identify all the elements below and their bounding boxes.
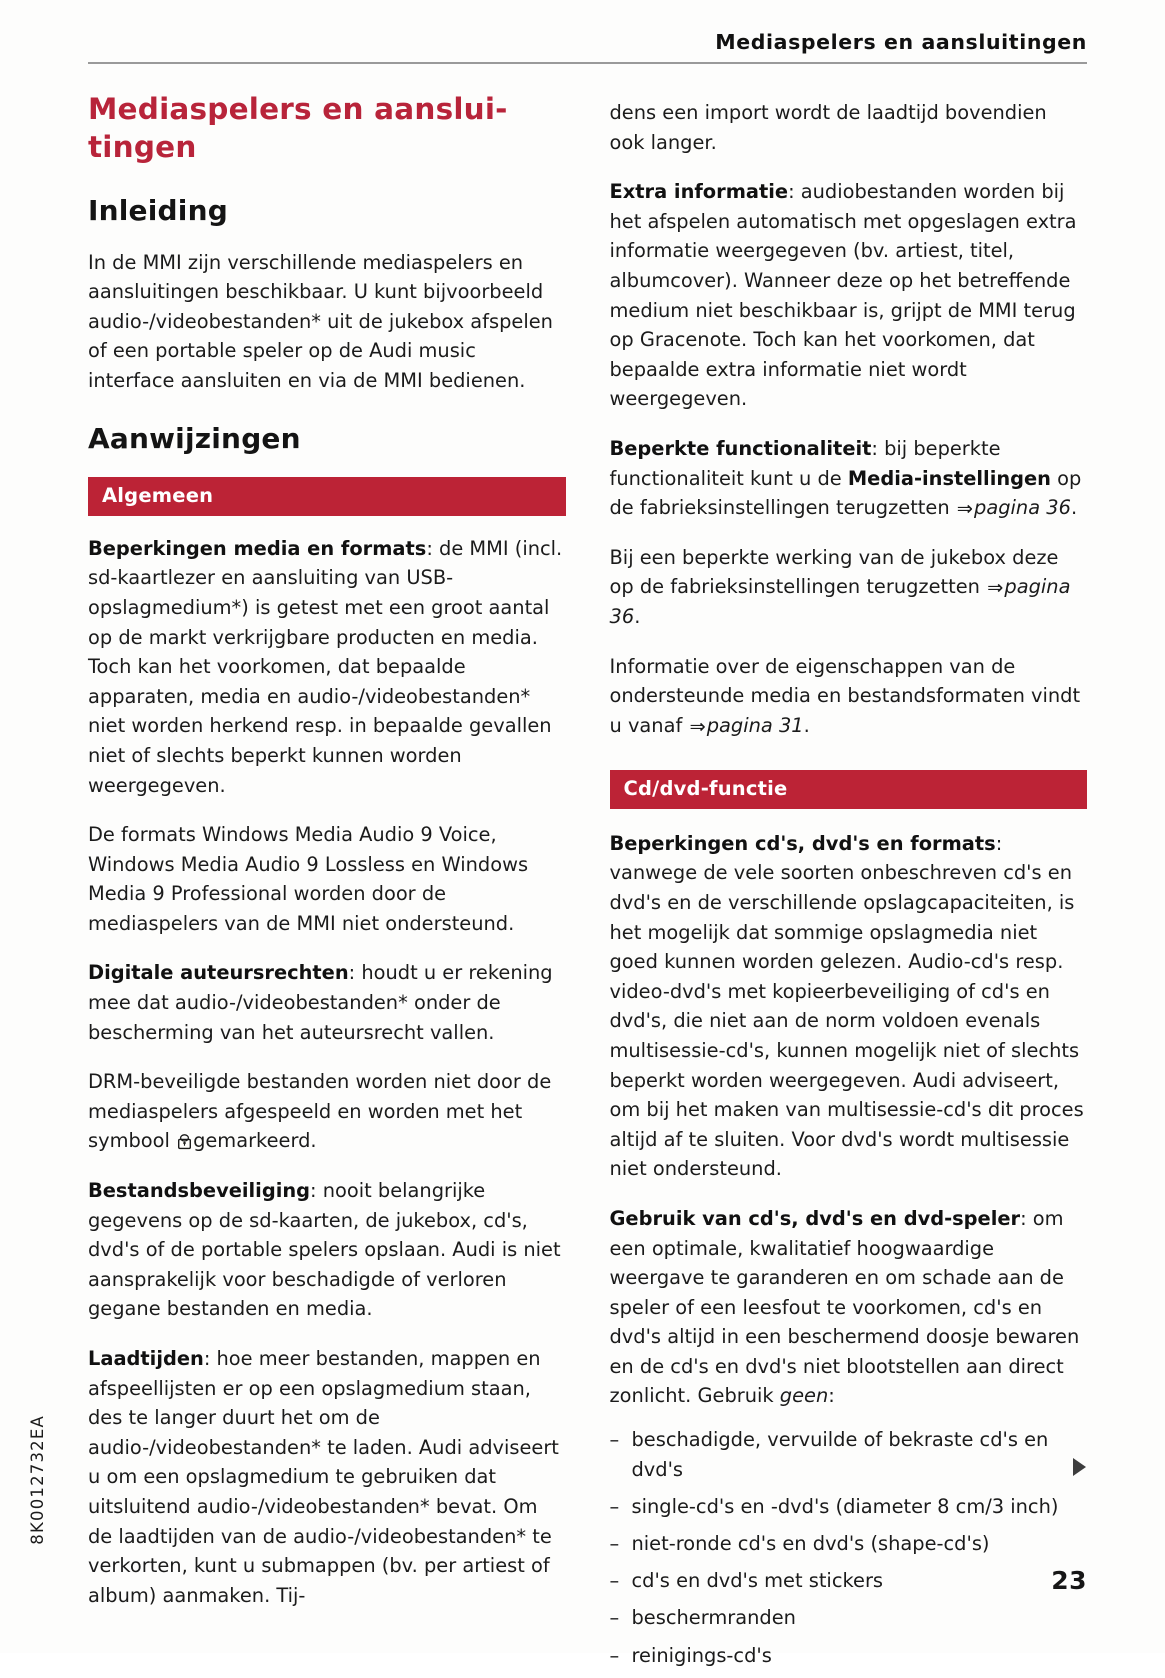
list-item (610, 1529, 1088, 1559)
list-item-label: reinigings-cd's (631, 1643, 772, 1667)
list-item-label: beschadigde, vervuilde of bekraste cd's en dvd's (631, 1428, 1049, 1482)
paragraph-lead-label: Beperkingen cd's, dvd's en formats (609, 831, 996, 855)
band-heading-algemeen: Algemeen (88, 477, 566, 516)
list-dash: – (609, 1569, 620, 1593)
paragraph-beperkingen-media (88, 534, 566, 800)
paragraph-text: : de MMI (incl. sd-kaartlezer en aansluiting van USB-opslagmedium*) is getest met een groot aantal op de markt verkrijgbare producten en media. Toch kan het voorkomen, dat bepaalde apparaten, media en audio-/videobestanden* niet worden herkend resp. in bepaalde gevallen niet of slechts beperkt kunnen worden weergegeven. (88, 536, 563, 797)
page-number: 23 (1051, 1566, 1087, 1595)
inline-bold-media-instellingen: Media-instellingen (847, 466, 1051, 490)
padlock-icon (178, 1128, 191, 1143)
list-item (610, 1492, 1088, 1522)
page-reference-arrow-icon: ⇒ (689, 714, 706, 738)
paragraph-text: : audiobestanden worden bij het afspelen automatisch met opgeslagen extra informatie weergegeven (bv. artiest, titel, albumcover). Wanneer deze op het betreffende medium niet beschikbaar is, grijpt de MMI terug op Gracenote. Toch kan het voorkomen, dat bepaalde extra informatie niet wordt weergegeven. (609, 180, 1077, 411)
list-dash: – (609, 1606, 620, 1630)
paragraph-lead-label: Beperkte functionaliteit (609, 436, 872, 460)
list-item (610, 1641, 1088, 1671)
list-item-label: beschermranden (631, 1606, 796, 1630)
list-dash: – (609, 1532, 620, 1556)
paragraph-lead-label: Gebruik van cd's, dvd's en dvd-speler (609, 1206, 1021, 1230)
paragraph-text: Informatie over de eigenschappen van de ondersteunde media en bestandsformaten vindt u vanaf (609, 654, 1081, 737)
page-reference-arrow-icon: ⇒ (956, 497, 974, 521)
continuation-triangle-icon (1073, 1458, 1086, 1476)
paragraph-lead-label: Extra informatie (609, 180, 789, 204)
paragraph-laadtijden (88, 1344, 566, 1610)
paragraph-auteursrechten (88, 958, 566, 1047)
paragraph-text: : (828, 1384, 835, 1408)
paragraph-text: : houdt u er rekening mee dat audio-/videobestanden* onder de bescherming van het auteursrecht vallen. (88, 961, 553, 1044)
paragraph-text: : bij beperkte functionaliteit kunt u de (609, 436, 1001, 490)
list-item (610, 1603, 1088, 1633)
list-dash: – (609, 1428, 620, 1452)
paragraph-text: : vanwege de vele soorten onbeschreven cd's en dvd's en de verschillende opslagcapaciteiten, is het mogelijk dat sommige opslagmedia niet goed kunnen worden gelezen. Audio-cd's resp. video-dvd's met kopieerbeveiliging of cd's en dvd's, die niet aan de norm voldoen evenals multisessie-cd's, kunnen mogelijk niet of slechts beperkt worden weergegeven. Audi adviseert, om bij het maken van multisessie-cd's dit proces altijd af te sluiten. Voor dvd's wordt multisessie niet ondersteund. (609, 831, 1084, 1181)
paragraph-text-tail: gemarkeerd. (193, 1129, 317, 1153)
page-reference-arrow-icon: ⇒ (987, 576, 1004, 600)
paragraph-lead-label: Beperkingen media en formats (88, 536, 427, 560)
paragraph-bestandsbeveiliging (88, 1176, 566, 1324)
two-column-body (88, 82, 1087, 1678)
right-column (610, 82, 1088, 1678)
paragraph-gebruik-cd-dvd (610, 1204, 1088, 1411)
document-part-code: 8K0012732EA (28, 1415, 47, 1545)
band-heading-cd-dvd-functie: Cd/dvd-functie (610, 770, 1088, 809)
paragraph-text: : nooit belangrijke gegevens op de sd-kaarten, de jukebox, cd's, dvd's of de portable spelers opslaan. Audi is niet aansprakelijk voor beschadigde of verloren gegane bestanden en media. (88, 1179, 561, 1321)
list-item-label: cd's en dvd's met stickers (631, 1569, 884, 1593)
paragraph-text: . (634, 604, 641, 628)
list-dash: – (609, 1643, 620, 1667)
left-column (88, 82, 566, 1678)
paragraph-text: . (1070, 496, 1078, 520)
paragraph-extra-informatie (610, 177, 1088, 414)
running-header-title: Mediaspelers en aansluitingen (715, 30, 1087, 54)
list-item-label: niet-ronde cd's en dvd's (shape-cd's) (631, 1532, 990, 1556)
paragraph-drm (88, 1067, 566, 1156)
inline-italic-geen: geen (779, 1384, 829, 1408)
page-reference-link[interactable]: pagina 36 (609, 575, 1071, 628)
paragraph-text: op de fabrieksinstellingen terugzetten (609, 466, 1082, 520)
paragraph-beperkingen-cd-dvd (610, 829, 1088, 1184)
paragraph-inleiding: In de MMI zijn verschillende mediaspelers en aansluitingen beschikbaar. U kunt bijvoorbeeld audio-/videobestanden* uit de jukebox afspelen of een portable speler op de Audi music interface aansluiten en via de MMI bedienen. (88, 250, 553, 393)
list-item-label: single-cd's en -dvd's (diameter 8 cm/3 inch) (631, 1495, 1059, 1519)
list-dash: – (609, 1495, 620, 1519)
paragraph-jukebox-reset (610, 543, 1088, 632)
chapter-title: Mediaspelers en aansluitingen (88, 92, 508, 165)
list-item (610, 1566, 1088, 1596)
page-reference-link[interactable]: pagina 31 (706, 713, 804, 737)
paragraph-text: . (803, 713, 810, 737)
paragraph-text: Bij een beperkte werking van de jukebox deze op de fabrieksinstellingen terugzetten (609, 545, 1059, 599)
section-heading-aanwijzingen: Aanwijzingen (88, 421, 301, 455)
paragraph-beperkte-functionaliteit (610, 434, 1088, 523)
paragraph-formats: De formats Windows Media Audio 9 Voice, Windows Media Audio 9 Lossless en Windows Media 9 Professional worden door de mediaspelers van de MMI niet ondersteund. (88, 823, 529, 935)
list-item (610, 1425, 1088, 1485)
paragraph-lead-label: Bestandsbeveiliging (88, 1179, 311, 1203)
forbidden-media-list (610, 1425, 1088, 1671)
section-heading-inleiding: Inleiding (88, 194, 228, 228)
paragraph-lead-label: Laadtijden (88, 1347, 204, 1370)
header-rule (88, 62, 1087, 64)
paragraph-text: : hoe meer bestanden, mappen en afspeellijsten er op een opslagmedium staan, des te langer duurt het om de audio-/videobestanden* te laden. Audi adviseert u om een opslagmedium te gebruiken dat uitsluitend audio-/videobestanden* bevat. Om de laadtijden van de audio-/videobestanden* te verkorten, kunt u submappen (bv. per artiest of album) aanmaken. Tij- (88, 1347, 559, 1607)
paragraph-continued-import: dens een import wordt de laadtijd bovendien ook langer. (609, 101, 1047, 154)
paragraph-lead-label: Digitale auteursrechten (88, 961, 349, 985)
page-reference-link[interactable]: pagina 36 (974, 496, 1071, 520)
paragraph-media-eigenschappen (610, 652, 1088, 741)
paragraph-text: : om een optimale, kwalitatief hoogwaardige weergave te garanderen en om schade aan de speler of een leesfout te voorkomen, cd's en dvd's altijd in een beschermend doosje bewaren en de cd's en dvd's niet blootstellen aan direct zonlicht. Gebruik (609, 1206, 1080, 1408)
paragraph-text: DRM-beveiligde bestanden worden niet door de mediaspelers afgespeeld en worden met het symbool (88, 1070, 552, 1153)
